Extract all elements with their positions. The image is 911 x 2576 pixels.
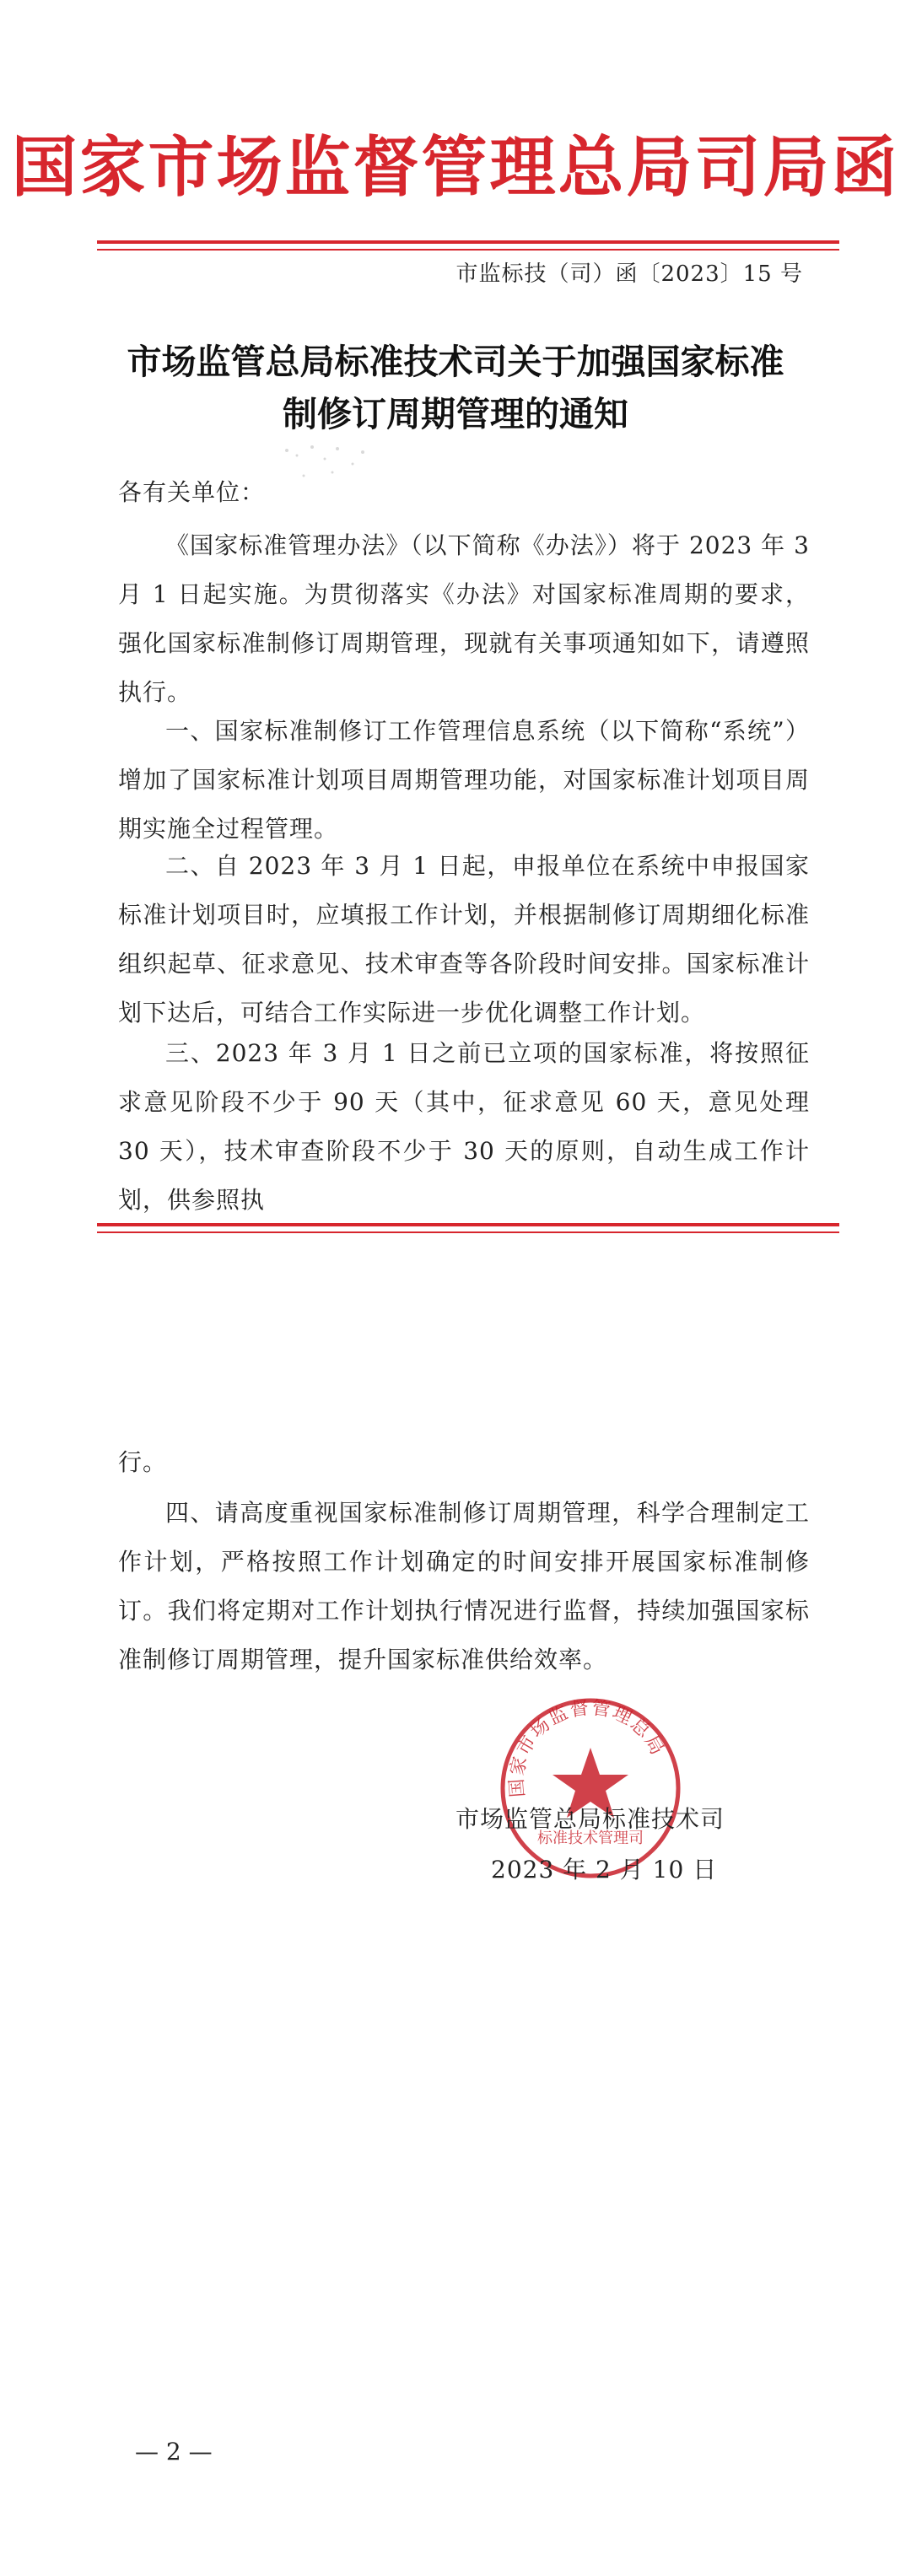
footer-rule-thick xyxy=(97,1223,839,1226)
footer-rule-thin xyxy=(97,1231,839,1233)
page-number: — 2 — xyxy=(135,2438,213,2466)
document-title-line-2: 制修订周期管理的通知 xyxy=(283,394,628,434)
masthead-title: 国家市场监督管理总局司局函 xyxy=(11,129,900,206)
document-number: 市监标技（司）函〔2023〕15 号 xyxy=(456,261,803,287)
masthead-rule-thin xyxy=(97,249,839,251)
seal-inner-text: 标准技术管理司 xyxy=(537,1830,644,1847)
signature-organization: 市场监管总局标准技术司 xyxy=(456,1805,725,1833)
signature-date: 2023 年 2 月 10 日 xyxy=(491,1856,718,1883)
salutation: 各有关单位： xyxy=(118,478,266,506)
masthead-rule-thick xyxy=(97,240,839,244)
paragraph-intro: 《国家标准管理办法》（以下简称《办法》）将于 2023 年 3 月 1 日起实施。为贯彻落实《办法》对国家标准周期的要求，强化国家标准制修订周期管理，现就有关事项通知如下，请遵照执行。 xyxy=(118,531,810,706)
paragraph-item-4: 四、请高度重视国家标准制修订周期管理，科学合理制定工作计划，严格按照工作计划确定的时间安排开展国家标准制修订。我们将定期对工作计划执行情况进行监督，持续加强国家标准制修订周期管理，提升国家标准供给效率。 xyxy=(118,1499,810,1673)
paragraph-item-2: 二、自 2023 年 3 月 1 日起，申报单位在系统中申报国家标准计划项目时，应填报工作计划，并根据制修订周期细化标准组织起草、征求意见、技术审查等各阶段时间安排。国家标准计划下达后，可结合工作实际进一步优化调整工作计划。 xyxy=(118,852,810,1027)
paragraph-continuation: 行。 xyxy=(118,1448,168,1476)
paragraph-item-3: 三、2023 年 3 月 1 日之前已立项的国家标准，将按照征求意见阶段不少于 90 天（其中，征求意见 60 天，意见处理 30 天），技术审查阶段不少于 30 天的原则，自动生成工作计划，供参照执 xyxy=(118,1039,810,1214)
document-title-line-1: 市场监管总局标准技术司关于加强国家标准 xyxy=(127,342,784,382)
seal-outer-text: 国家市场监督管理总局 xyxy=(506,1697,669,1798)
paragraph-item-1: 一、国家标准制修订工作管理信息系统（以下简称“系统”）增加了国家标准计划项目周期管理功能，对国家标准计划项目周期实施全过程管理。 xyxy=(118,717,810,843)
